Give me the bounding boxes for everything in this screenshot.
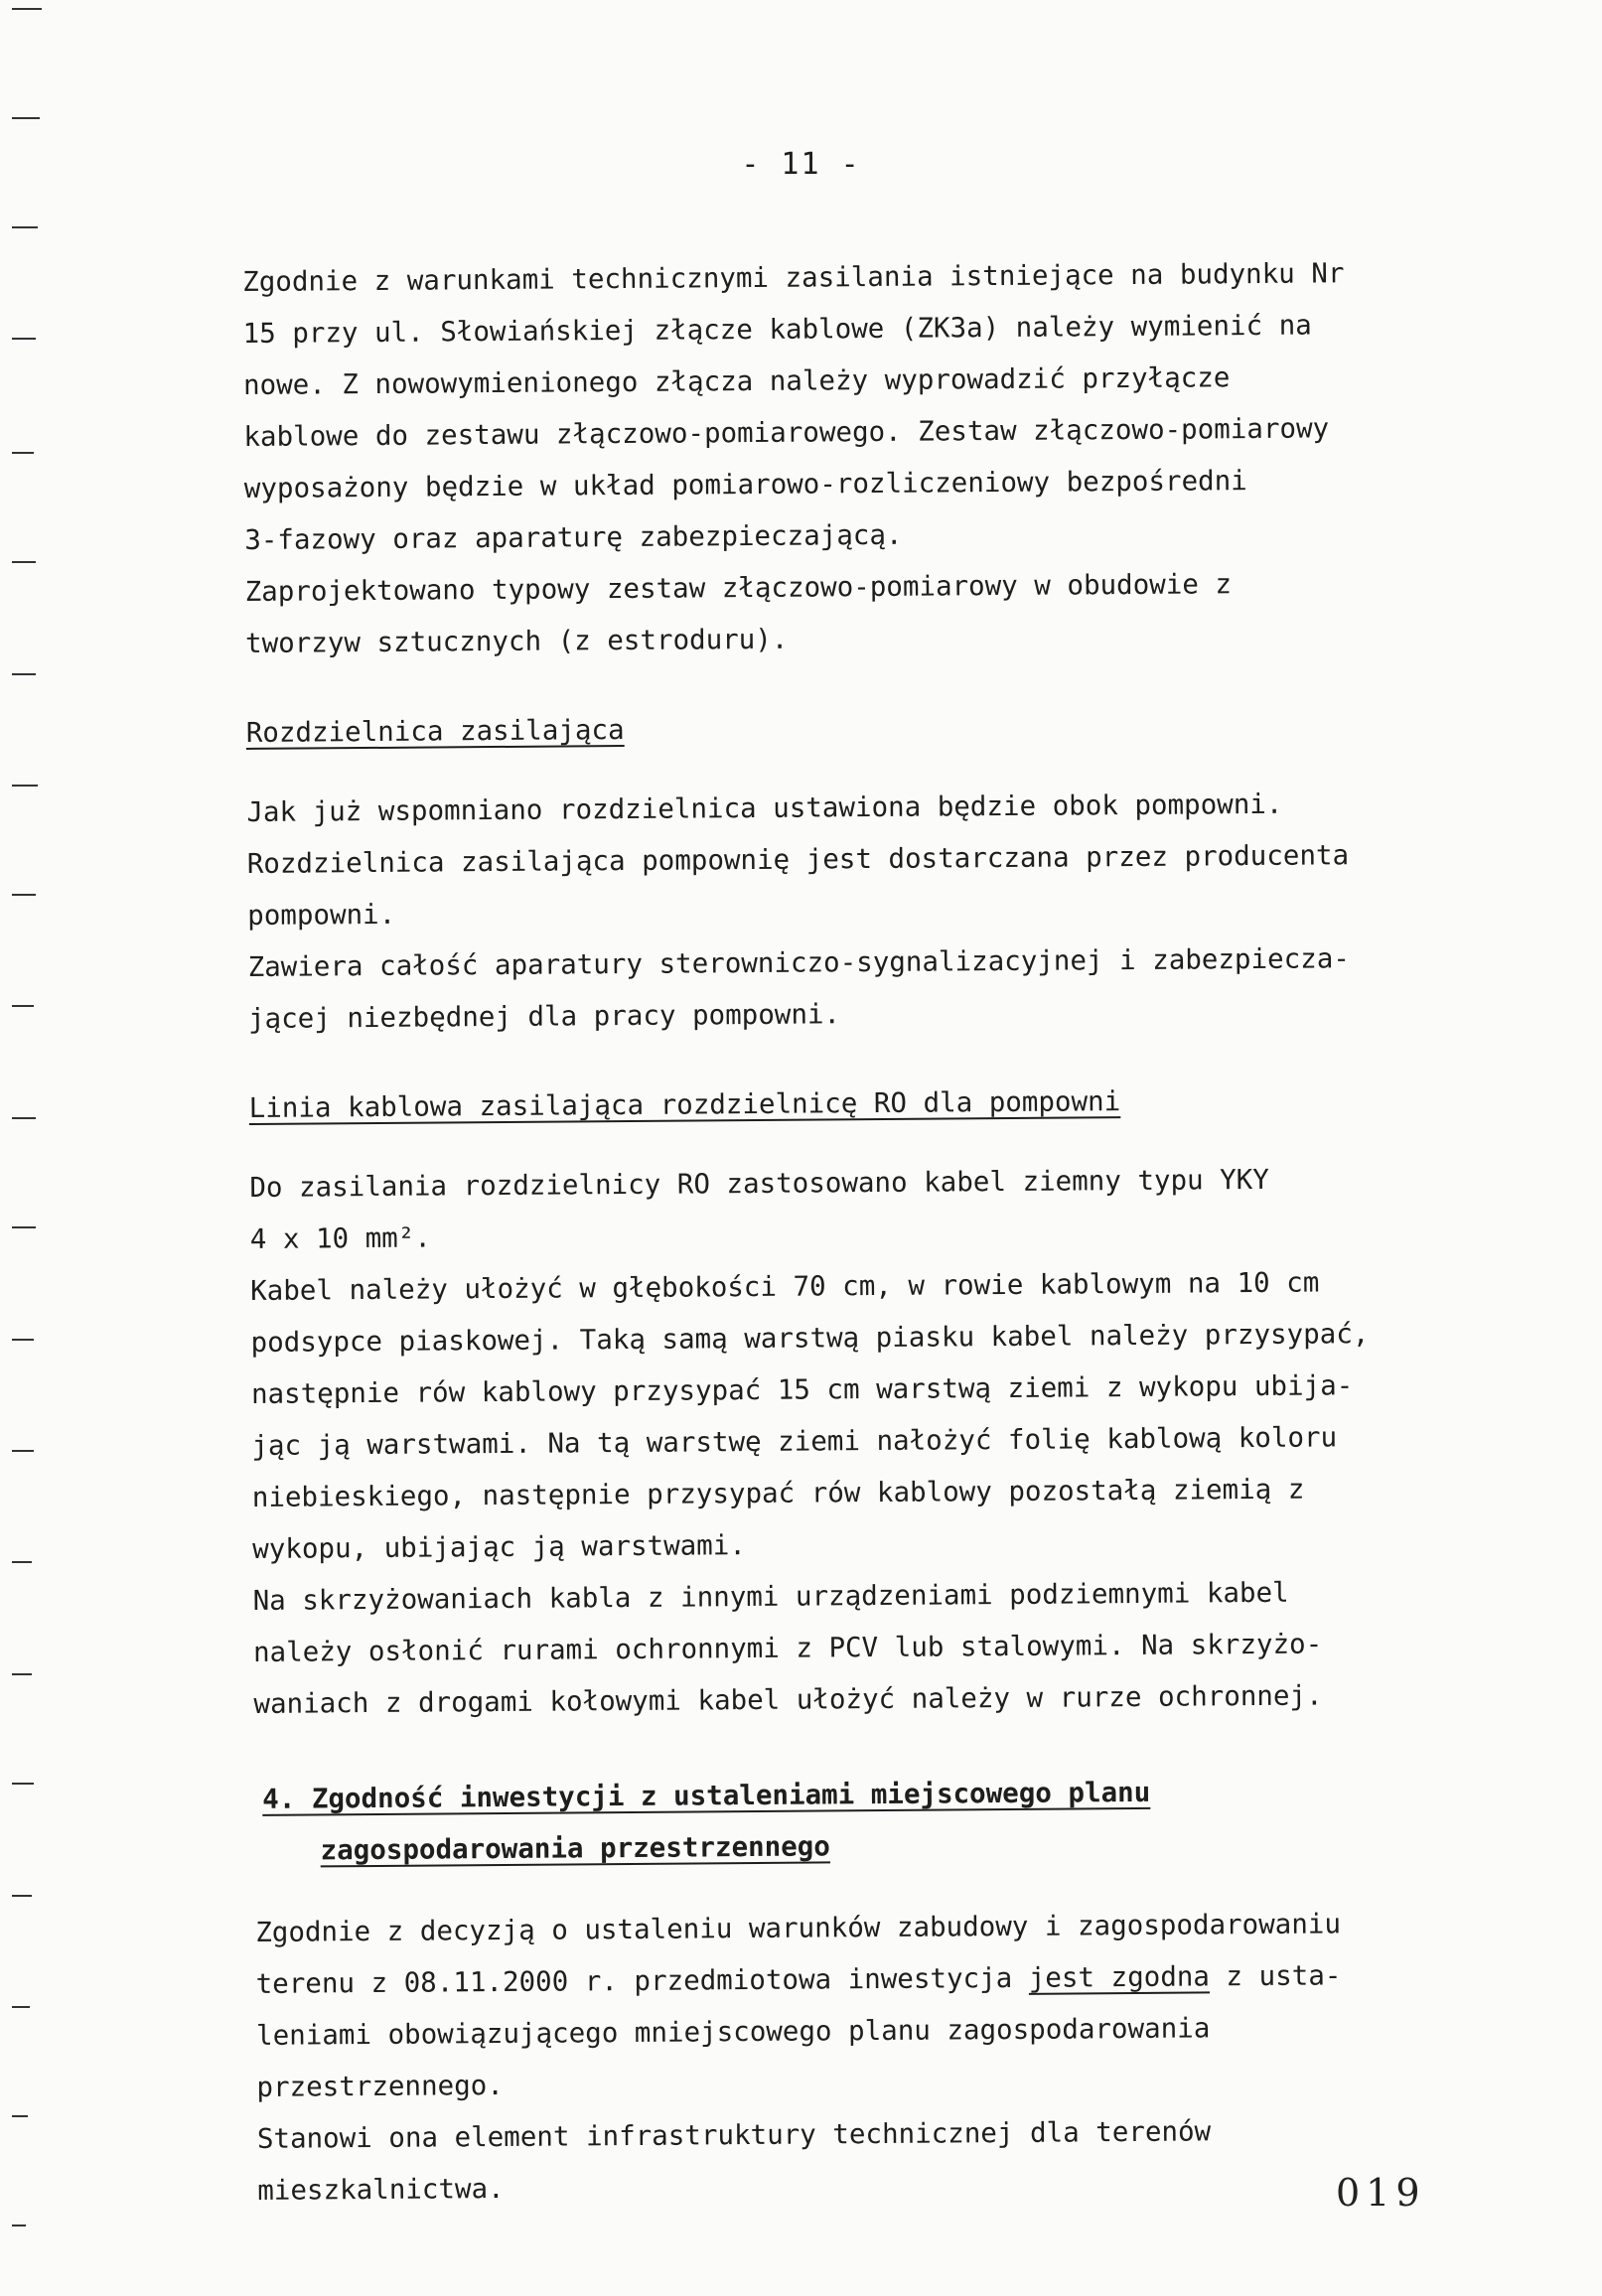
text-line: wyposażony będzie w układ pomiarowo-rozliczeniowy bezpośredni (243, 465, 1247, 504)
margin-mark (12, 2115, 28, 2117)
text-line: Stanowi ona element infrastruktury technicznej dla terenów (256, 2115, 1212, 2155)
text-line: pompowni. (247, 898, 396, 932)
margin-mark (12, 1226, 36, 1228)
text-line: Do zasilania rozdzielnicy RO zastosowano kabel ziemny typu YKY (249, 1163, 1269, 1204)
text-line: przestrzennego. (256, 2069, 504, 2103)
margin-mark (12, 894, 36, 896)
text-line: waniach z drogami kołowymi kabel ułożyć należy w rurze ochronnej. (253, 1679, 1323, 1720)
text-line: 15 przy ul. Słowiańskiej złącze kablowe (ZK3a) należy wymienić na (242, 309, 1312, 350)
text-line: niebieskiego, następnie przysypać rów kablowy pozostałą ziemią z (251, 1473, 1305, 1513)
margin-mark (12, 1117, 36, 1119)
paragraph-cable-laying (250, 1255, 1573, 1575)
margin-mark (12, 8, 42, 10)
margin-mark (12, 452, 34, 454)
section-heading-cable-line: Linia kablowa zasilająca rozdzielnicę RO dla pompowni (248, 1085, 1121, 1124)
margin-mark (12, 1783, 34, 1785)
text-line: Rozdzielnica zasilająca pompownię jest dostarczana przez producenta (246, 839, 1350, 880)
text-line: Jak już wspomniano rozdzielnica ustawiona będzie obok pompowni. (246, 788, 1283, 828)
text-line: Zawiera całość aparatury sterowniczo-sygnalizacyjnej i zabezpiecza- (247, 942, 1350, 983)
text-line: Zgodnie z decyzją o ustaleniu warunków zabudowy i zagospodarowaniu (255, 1908, 1342, 1948)
text-segment: z usta- (1209, 1959, 1342, 1993)
text-line: mieszkalnictwa. (257, 2172, 505, 2207)
margin-mark (12, 785, 38, 787)
text-line: 4 x 10 mm². (249, 1221, 432, 1255)
margin-mark (12, 226, 38, 228)
text-line: należy osłonić rurami ochronnymi z PCV lub stalowymi. Na skrzyżo- (252, 1628, 1323, 1668)
paragraph-zoning-decision (255, 1897, 1578, 2113)
margin-mark (12, 1561, 32, 1563)
text-line: nowe. Z nowowymienionego złącza należy wyprowadzić przyłącze (242, 361, 1231, 401)
paragraph-connection-conditions (242, 246, 1565, 566)
document-body (242, 246, 1578, 2217)
page-stamp-number: 019 (1336, 2171, 1426, 2215)
text-line: podsypce piaskowej. Taką samą warstwą piasku kabel należy przysypać, (250, 1318, 1370, 1359)
margin-mark (12, 117, 40, 119)
text-line: 3-fazowy oraz aparaturę zabezpieczającą. (244, 518, 903, 556)
heading-line: zagospodarowania przestrzennego (320, 1830, 830, 1867)
text-segment: terenu z 08.11.2000 r. przedmiotowa inwestycja (255, 1961, 1029, 2000)
text-line: tworzyw sztucznych (z estroduru). (244, 623, 789, 659)
paragraph-enclosure (244, 556, 1566, 669)
text-line: wykopu, ubijając ją warstwami. (252, 1529, 747, 1565)
heading-line: 4. Zgodność inwestycji z ustaleniami miejscowego planu (262, 1776, 1151, 1815)
margin-mark (12, 1005, 34, 1007)
paragraph-cable-type (249, 1152, 1571, 1265)
text-line: Zgodnie z warunkami technicznymi zasilania istniejące na budynku Nr (242, 257, 1345, 298)
text-line: jącej niezbędnej dla pracy pompowni. (247, 998, 841, 1035)
text-line: Na skrzyżowaniach kabla z innymi urządzeniami podziemnymi kabel (252, 1576, 1289, 1617)
paragraph-cable-crossings (252, 1565, 1574, 1730)
margin-mark (12, 338, 36, 340)
margin-mark (12, 2006, 30, 2008)
margin-mark (12, 561, 36, 563)
paragraph-switchboard (246, 777, 1568, 941)
margin-mark (12, 1339, 34, 1341)
section-heading-zoning-compliance (262, 1764, 1576, 1877)
text-line: następnie rów kablowy przysypać 15 cm warstwą ziemi z wykopu ubija- (250, 1369, 1354, 1410)
section-heading-switchboard: Rozdzielnica zasilająca (245, 713, 625, 749)
text-line: kablowe do zestawu złączowo-pomiarowego. Zestaw złączowo-pomiarowy (243, 412, 1330, 453)
text-line: Kabel należy ułożyć w głębokości 70 cm, w rowie kablowym na 10 cm (250, 1266, 1320, 1307)
margin-mark (12, 673, 36, 675)
margin-mark (12, 1895, 32, 1897)
margin-mark (12, 1450, 34, 1452)
paragraph-switchboard-contents (247, 932, 1569, 1045)
underlined-phrase: jest zgodna (1028, 1960, 1211, 1994)
text-line: leniami obowiązującego mniejscowego planu zagospodarowania (255, 2012, 1211, 2052)
margin-mark (12, 1673, 32, 1675)
text-line: jąc ją warstwami. Na tą warstwę ziemi nałożyć folię kablową koloru (251, 1421, 1338, 1462)
text-line: Zaprojektowano typowy zestaw złączowo-pomiarowy w obudowie z (244, 568, 1233, 608)
page-number: - 11 - (741, 147, 861, 182)
margin-mark (12, 2224, 26, 2226)
